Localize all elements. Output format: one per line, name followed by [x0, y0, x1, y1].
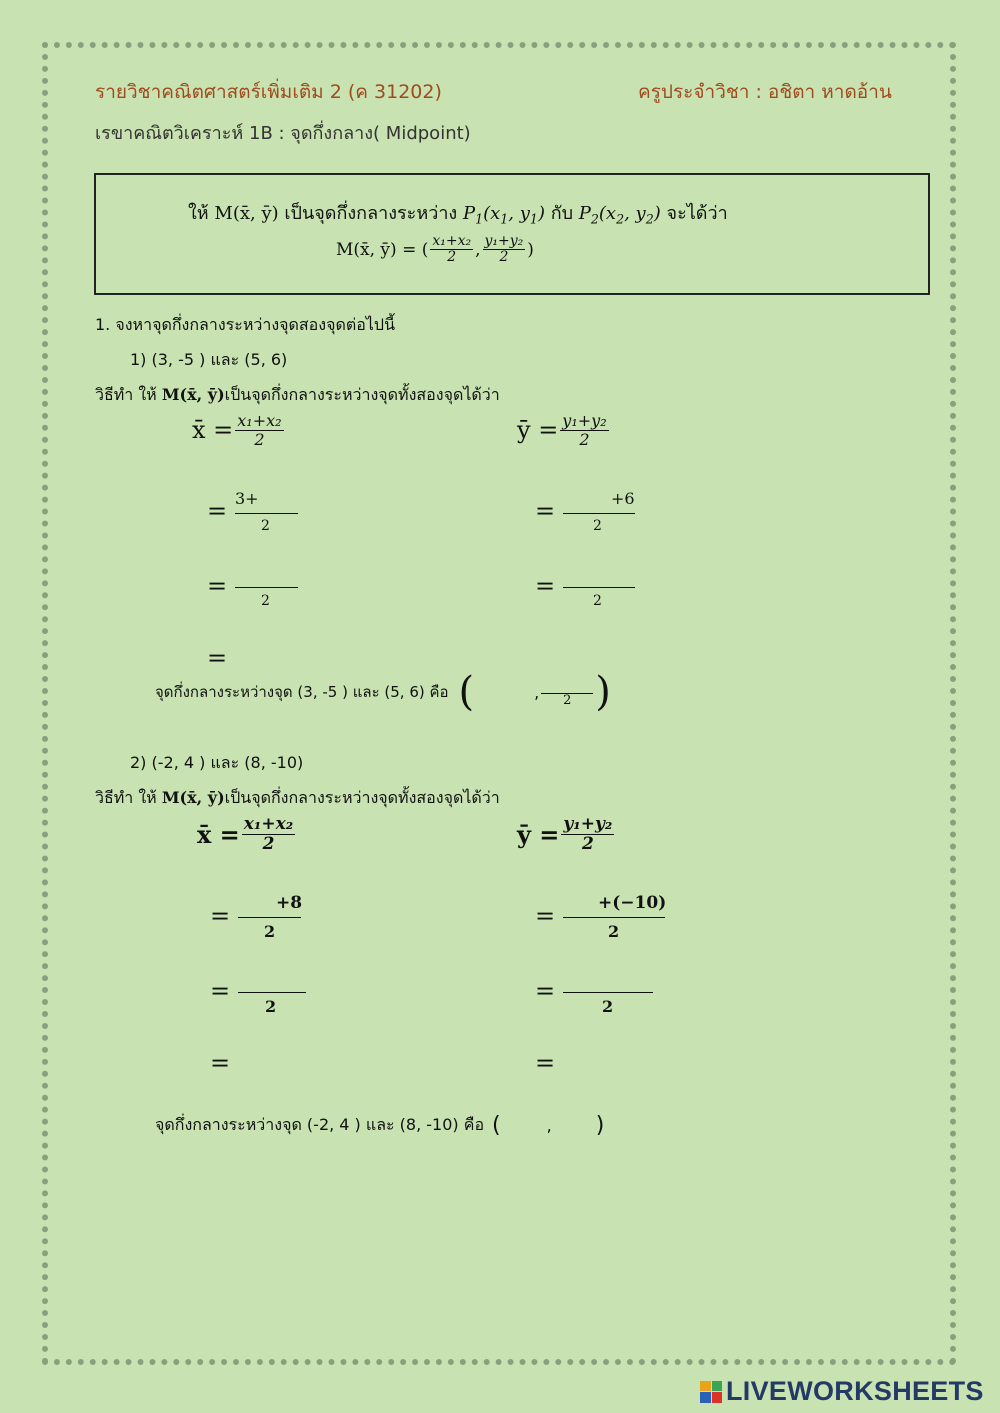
def-gap: กับ: [550, 203, 574, 224]
part1-answer: จุดกึ่งกลางระหว่างจุด (3, -5 ) และ (5, 6) คือ ( , 2 ): [155, 669, 611, 715]
def-mid: เป็นจุดกึ่งกลางระหว่าง: [284, 203, 458, 224]
part1-y-step2-bar: [563, 587, 635, 588]
part1-label: 1) (3, -5 ) และ (5, 6): [130, 350, 288, 369]
def-p1: $P_1(x_1$, $y_1$): [462, 203, 545, 227]
part1-x-step2-eq: =: [207, 572, 228, 600]
topic-title: เรขาคณิตวิเคราะห์ 1B : จุดกึ่งกลาง( Midpoint): [95, 123, 471, 144]
part2-x-step1-eq: =: [210, 902, 231, 930]
def-frac-x: $\frac{\text{x₁+x₂}}{2}$: [432, 233, 472, 266]
part2-x-step1-bar: [238, 917, 301, 918]
part1-x-step2-bar: [235, 587, 298, 588]
def-end: จะได้ว่า: [666, 203, 728, 224]
part2-y-step3-eq: =: [535, 1049, 556, 1077]
subject-title: รายวิชาคณิตศาสตร์เพิ่มเติม 2 (ค 31202): [95, 81, 442, 103]
part2-y-step1-bar: [563, 917, 665, 918]
part1-x-step1-den: 2: [261, 518, 270, 534]
part1-y-step2-den: 2: [593, 593, 602, 609]
liveworksheets-logo-text: LIVEWORKSHEETS: [726, 1376, 984, 1406]
part2-x-step2-bar: [238, 992, 306, 993]
part2-y-step1-eq: =: [535, 902, 556, 930]
question-label: 1. จงหาจุดกึ่งกลางระหว่างจุดสองจุดต่อไปนี้: [95, 315, 395, 334]
part1-y-step1-den: 2: [593, 518, 602, 534]
part2-x-step1-den: 2: [264, 922, 276, 941]
part2-x-step2-den: 2: [265, 997, 277, 1016]
part1-xbar-formula: x̄ = $\frac{\text{x₁+x₂}}{2}$: [192, 411, 282, 449]
part2-y-step2-bar: [563, 992, 653, 993]
part2-x-step3-eq: =: [210, 1049, 231, 1077]
part1-x-step1-eq: =: [207, 497, 228, 525]
part2-y-step2-eq: =: [535, 977, 556, 1005]
part2-x-step1-num: +8: [276, 893, 303, 913]
part1-y-step1-eq: =: [535, 497, 556, 525]
liveworksheets-logo: [700, 1376, 984, 1407]
def-frac-y: $\frac{\text{y₁+y₂}}{2}$: [484, 233, 524, 266]
part1-y-step1-bar: [563, 513, 635, 514]
def-comma: ,: [475, 239, 481, 260]
definition-line-1: [188, 198, 728, 227]
definition-formula: [336, 234, 534, 266]
part2-xbar-formula: x̄ = $\frac{\text{x₁+x₂}}{2}$: [197, 814, 294, 854]
part1-y-step2-eq: =: [535, 572, 556, 600]
part1-x-step1-bar: [235, 513, 298, 514]
part1-ybar-formula: ȳ = $\frac{\text{y₁+y₂}}{2}$: [517, 411, 607, 449]
part2-y-step2-den: 2: [602, 997, 614, 1016]
def-p2: $P_2(x_2$, $y_2$): [578, 203, 661, 227]
def-prefix: ให้: [188, 203, 209, 224]
part2-answer: จุดกึ่งกลางระหว่างจุด (-2, 4 ) และ (8, -10) คือ ( , ): [155, 1113, 605, 1138]
def-lhs: M(x̄, ȳ) = (: [336, 239, 429, 260]
part1-x-step2-den: 2: [261, 593, 270, 609]
part2-method: วิธีทำ ให้ M(x̄, ȳ)เป็นจุดกึ่งกลางระหว่างจุดทั้งสองจุดได้ว่า: [95, 788, 500, 807]
part1-y-step1-num: +6: [611, 489, 635, 508]
part2-ybar-formula: ȳ = $\frac{\text{y₁+y₂}}{2}$: [517, 814, 613, 854]
teacher-name: ครูประจำวิชา : อชิตา หาดอ้าน: [638, 81, 892, 103]
part2-y-step1-den: 2: [608, 922, 620, 941]
liveworksheets-logo-icon: [700, 1381, 722, 1403]
def-close: ): [527, 239, 534, 260]
part1-x-step1-num: 3+: [235, 489, 259, 508]
part2-y-step1-num: +(−10): [598, 893, 667, 913]
def-m: M(x̄, ȳ): [214, 203, 279, 224]
part1-method: วิธีทำ ให้ M(x̄, ȳ)เป็นจุดกึ่งกลางระหว่างจุดทั้งสองจุดได้ว่า: [95, 385, 500, 404]
part2-x-step2-eq: =: [210, 977, 231, 1005]
part2-label: 2) (-2, 4 ) และ (8, -10): [130, 753, 304, 772]
part1-x-step3-eq: =: [207, 644, 228, 672]
